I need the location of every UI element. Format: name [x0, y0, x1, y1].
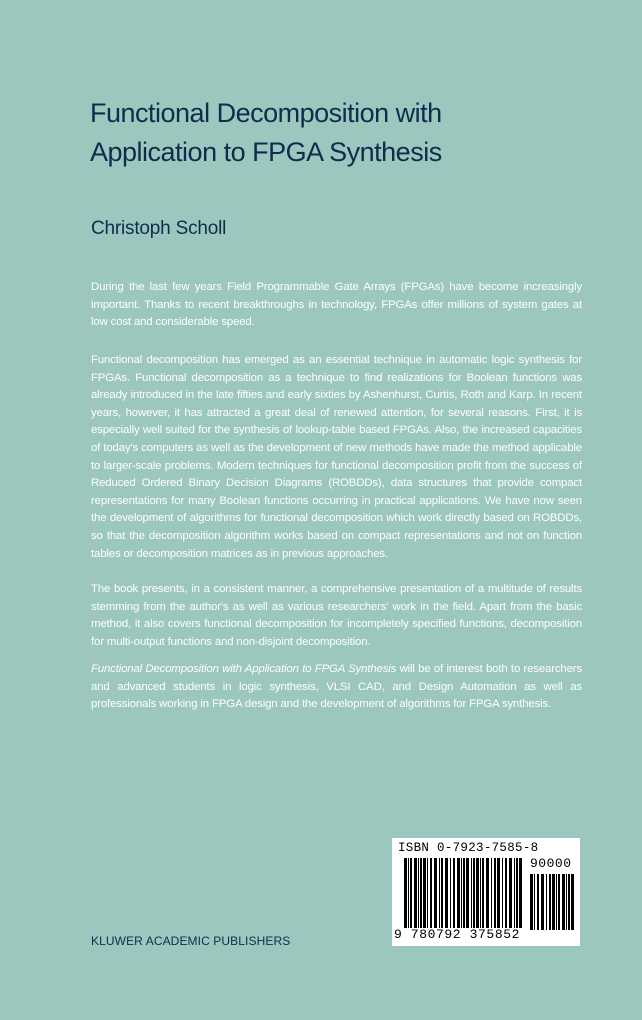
barcode-bar — [537, 874, 539, 930]
barcode-bar — [414, 858, 417, 928]
blurb-paragraph-3: The book presents, in a consistent manner, a comprehensive presentation of a multitude of results stemming from the author's as well as various researchers' work in the field. Apart from the basic method, it also covers functional decomposition for incompletely specified functions, decomposition for multi-output functions and non-disjoint decomposition. — [91, 583, 582, 648]
ean-digits: 9 780792 375852 — [394, 927, 521, 942]
barcode-bar — [494, 858, 496, 928]
barcode-bar — [408, 858, 409, 928]
barcode-bar — [463, 858, 465, 928]
barcode-bar — [486, 858, 489, 928]
barcode-bar — [404, 858, 407, 928]
barcode-bar — [509, 858, 512, 928]
blurb-paragraph-2: Functional decomposition has emerged as an essential technique in automatic logic synthesis for FPGAs. Functional decomposition as a technique to find realizations for Boolean functions was already introduced in the late fifties and early sixties by Ashenhurst, Curtis, Roth and Karp. In recent years, however, it has attracted a great deal of renewed attention, for several reasons. First, it is especially well suited for the synthesis of lookup-table based FPGAs. Also, the increased capacities of today's computers as well as the development of new methods have made the method applicable to larger-scale problems. Modern techniques for functional decomposition profit from the success of Reduced Ordered Binary Decision Diagrams (ROBDDs), data structures that provide compact representations for many Boolean functions occurring in practical applications. We have now seen the development of algorithms for functional decomposition which work directly based on ROBDDs, so that the decomposition algorithm works based on compact representations and not on function tables or decomposition matrices as in previous approaches. — [91, 354, 582, 560]
barcode-bar — [410, 858, 412, 928]
blurb-paragraph-4-text: will be of interest both to researchers and advanced students in logic synthesis, VLSI CAD, and Design Automation as well as professionals working in FPGA design and the development of algorithms for FPGA synthesis. — [91, 663, 582, 711]
barcode-bar — [480, 858, 481, 928]
book-title — [90, 94, 560, 172]
barcode-bar — [466, 858, 469, 928]
book-title-line-1: Functional Decomposition with — [90, 98, 442, 128]
barcode-bar — [519, 858, 522, 928]
barcode-bar — [541, 874, 544, 930]
barcode-bar — [552, 874, 555, 930]
barcode-bar — [556, 874, 557, 930]
blurb-paragraph-4 — [91, 661, 582, 714]
barcode-bar — [516, 858, 518, 928]
barcode-bar — [549, 874, 551, 930]
blurb-paragraph-1: During the last few years Field Programmable Gate Arrays (FPGAs) have become increasingly important. Thanks to recent breakthroughs in technology, FPGAs offer millions of system gates at low cost and considerable speed. — [91, 281, 582, 329]
publisher-name: KLUWER ACADEMIC PUBLISHERS — [91, 934, 291, 948]
barcode-bar — [534, 874, 535, 930]
barcode-bar — [502, 858, 503, 928]
barcode-bar — [530, 874, 533, 930]
author-name: Christoph Scholl — [91, 218, 227, 239]
barcode-bar — [546, 874, 547, 930]
isbn-text: ISBN 0-7923-7585-8 — [398, 841, 539, 855]
barcode-bar — [441, 858, 443, 928]
barcode-bar — [445, 858, 448, 928]
barcode-bar — [497, 858, 500, 928]
barcode-bar — [568, 874, 570, 930]
barcode-bar — [453, 858, 455, 928]
barcode-bar — [439, 858, 440, 928]
barcode-bar — [571, 874, 574, 930]
barcode-bar — [430, 858, 432, 928]
barcode-bar — [491, 858, 492, 928]
barcode-bar — [418, 858, 419, 928]
barcode-bar — [558, 874, 560, 930]
barcode-bar — [434, 858, 437, 928]
barcode-bar — [420, 858, 422, 928]
book-title-line-2: Application to FPGA Synthesis — [90, 137, 442, 167]
barcode-bar — [457, 858, 460, 928]
barcode-bar — [461, 858, 462, 928]
barcode-bar — [514, 858, 515, 928]
price-code: 90000 — [530, 856, 572, 871]
barcode-bar — [476, 858, 479, 928]
barcode-bar — [562, 874, 565, 930]
barcode-bar — [566, 874, 567, 930]
barcode-bar — [450, 858, 451, 928]
barcode-bar — [505, 858, 507, 928]
barcode-bar — [423, 858, 426, 928]
barcode-bar — [482, 858, 484, 928]
barcode-bar — [427, 858, 428, 928]
blurb-book-title-italic: Functional Decomposition with Application to FPGA Synthesis — [91, 663, 397, 675]
isbn-barcode — [392, 838, 580, 946]
barcode-bar — [471, 858, 472, 928]
barcode-bar — [473, 858, 475, 928]
